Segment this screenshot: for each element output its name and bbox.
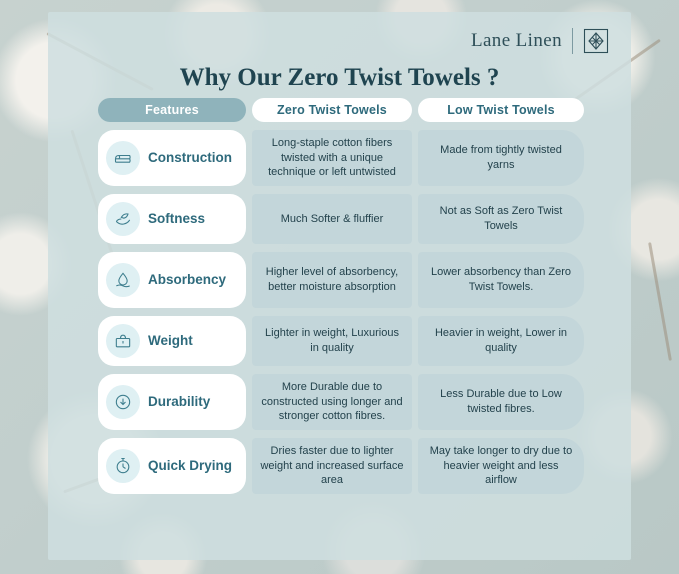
table-header-row bbox=[98, 98, 584, 122]
zero-twist-cell: Higher level of absorbency, better moisture absorption bbox=[252, 252, 412, 308]
decorative-branch bbox=[648, 242, 672, 361]
table-row bbox=[98, 252, 584, 308]
brand-name: Lane Linen bbox=[470, 30, 562, 51]
feature-label: Durability bbox=[148, 393, 211, 409]
low-twist-cell: Heavier in weight, Lower in quality bbox=[418, 316, 584, 366]
folded-towel-icon bbox=[106, 141, 140, 175]
weighing-scale-icon bbox=[106, 324, 140, 358]
feature-label: Construction bbox=[148, 149, 232, 165]
water-drop-absorb-icon bbox=[106, 263, 140, 297]
feature-cell bbox=[98, 194, 246, 244]
brand-lockup bbox=[471, 28, 609, 54]
feature-label: Absorbency bbox=[148, 271, 227, 287]
low-twist-cell: Less Durable due to Low twisted fibres. bbox=[418, 374, 584, 430]
feature-cell bbox=[98, 316, 246, 366]
column-header-features: Features bbox=[98, 98, 246, 122]
zero-twist-cell: More Durable due to constructed using longer and stronger cotton fibres. bbox=[252, 374, 412, 430]
brand-divider bbox=[572, 28, 573, 54]
table-row bbox=[98, 130, 584, 186]
zero-twist-cell: Much Softer & fluffier bbox=[252, 194, 412, 244]
feature-label: Weight bbox=[148, 332, 193, 348]
table-row bbox=[98, 194, 584, 244]
feature-cell bbox=[98, 438, 246, 494]
page-title: Why Our Zero Twist Towels ? bbox=[179, 64, 500, 91]
low-twist-cell: Not as Soft as Zero Twist Towels bbox=[418, 194, 584, 244]
zero-twist-cell: Dries faster due to lighter weight and increased surface area bbox=[252, 438, 412, 494]
feature-cell bbox=[98, 130, 246, 186]
table-row bbox=[98, 374, 584, 430]
column-header-zero-twist: Zero Twist Towels bbox=[252, 98, 412, 122]
hand-feather-icon bbox=[106, 202, 140, 236]
stopwatch-icon bbox=[106, 449, 140, 483]
low-twist-cell: May take longer to dry due to heavier weight and less airflow bbox=[418, 438, 584, 494]
shield-down-arrow-icon bbox=[106, 385, 140, 419]
comparison-table bbox=[98, 98, 584, 502]
feature-cell bbox=[98, 374, 246, 430]
column-header-low-twist: Low Twist Towels bbox=[418, 98, 584, 122]
table-row bbox=[98, 316, 584, 366]
feature-cell bbox=[98, 252, 246, 308]
content-panel bbox=[48, 12, 631, 560]
feature-label: Softness bbox=[148, 210, 206, 226]
low-twist-cell: Made from tightly twisted yarns bbox=[418, 130, 584, 186]
feature-label: Quick Drying bbox=[148, 457, 233, 473]
knot-logo-icon bbox=[583, 28, 609, 54]
zero-twist-cell: Lighter in weight, Luxurious in quality bbox=[252, 316, 412, 366]
table-row bbox=[98, 438, 584, 494]
zero-twist-cell: Long-staple cotton fibers twisted with a unique technique or left untwisted bbox=[252, 130, 412, 186]
low-twist-cell: Lower absorbency than Zero Twist Towels. bbox=[418, 252, 584, 308]
